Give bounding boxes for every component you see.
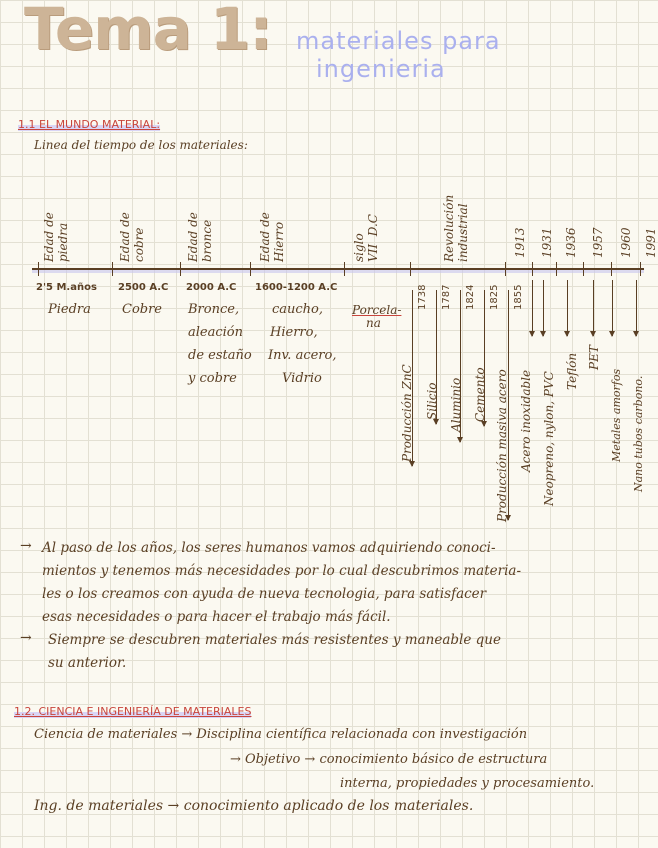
objetivo-line: → Objetivo → conocimiento básico de estructura (230, 752, 548, 767)
arrow-1957 (593, 280, 594, 336)
page-subtitle-line2: ingenieria (316, 55, 446, 83)
year-label: 1913 (513, 227, 527, 258)
era-material-piedra: Piedra (48, 302, 91, 317)
era-date-cobre: 2500 A.C (118, 282, 169, 293)
era-date-hierro: 1600-1200 A.C (255, 282, 338, 293)
rev-material: Cemento (473, 367, 487, 422)
page-subtitle: materiales para (296, 27, 501, 55)
era-label-revolucion: Revolución industrial (442, 194, 470, 262)
modern-material: Teflón (565, 352, 579, 390)
page-title: Tema 1: (24, 0, 272, 63)
era-material-cobre: Cobre (122, 302, 163, 317)
era-label-cobre: Edad de cobre (118, 212, 146, 262)
ingenieria-line: Ing. de materiales → conocimiento aplicado de los materiales. (34, 798, 474, 814)
era-material-hierro-3: Inv. acero, (268, 348, 337, 363)
rev-year: 1825 (489, 284, 500, 310)
era-material-bronce-3: de estaño (188, 348, 252, 363)
rev-year: 1787 (441, 284, 452, 310)
ciencia-line: Ciencia de materiales → Disciplina científica relacionada con investigación (34, 727, 528, 742)
year-label: 1931 (540, 227, 554, 258)
arrow-1913 (532, 280, 533, 336)
year-label: 1957 (591, 227, 605, 258)
year-label: 1991 (644, 227, 658, 258)
era-material-bronce-4: y cobre (188, 371, 237, 386)
era-date-bronce: 2000 A.C (186, 282, 237, 293)
era-label-bronce: Edad de bronce (186, 212, 214, 262)
rev-year: 1738 (417, 284, 428, 310)
era-material-hierro-4: Vidrio (282, 371, 322, 386)
objetivo-line-2: interna, propiedades y procesamiento. (340, 776, 595, 791)
bullet-arrow-icon: → (20, 630, 32, 646)
section-heading-1: 1.1 EL MUNDO MATERIAL: (18, 118, 161, 131)
rev-material: Producción masiva acero (495, 369, 509, 522)
modern-material: Acero inoxidable (519, 369, 533, 472)
era-label-siglo: siglo VII D.C (352, 214, 380, 262)
section-heading-2: 1.2. CIENCIA E INGENIERÍA DE MATERIALES (14, 705, 252, 718)
modern-material: Nano tubos carbono. (632, 375, 645, 492)
arrow-1991 (636, 280, 637, 336)
era-material-siglo-2: na (366, 316, 381, 330)
modern-material: PET (587, 345, 601, 370)
paragraph-1: Al paso de los años, los seres humanos vamos adquiriendo conoci- mientos y tenemos más necesidades por lo cual descubrimos materia- les o los creamos con ayuda de nueva tecnologia, para satisfacer esas necesidades o para hacer el trabajo más fácil. (42, 540, 522, 625)
timeline-axis-highlight (32, 270, 644, 273)
arrow-1936 (567, 280, 568, 336)
year-label: 1960 (619, 227, 633, 258)
era-material-hierro-2: Hierro, (270, 325, 318, 340)
modern-material: Metales amorfos (610, 368, 623, 462)
rev-material: Aluminio (449, 377, 463, 432)
era-material-bronce: Bronce, (188, 302, 240, 317)
rev-year: 1824 (465, 284, 476, 310)
rev-material: Producción ZnC (400, 364, 414, 462)
bullet-arrow-icon: → (20, 538, 32, 554)
era-material-hierro: caucho, (272, 302, 324, 317)
arrow-1960 (612, 280, 613, 336)
timeline-intro: Linea del tiempo de los materiales: (34, 138, 248, 152)
rev-year: 1855 (513, 284, 524, 310)
rev-material: Silicio (425, 382, 439, 420)
era-material-bronce-2: aleación (188, 325, 243, 340)
modern-material: Neopreno, nylon, PVC (542, 371, 556, 506)
era-material-siglo: Porcela- (352, 303, 402, 317)
paragraph-2: Siempre se descubren materiales más resistentes y maneable que su anterior. (48, 632, 501, 671)
era-label-piedra: Edad de piedra (42, 212, 70, 262)
era-label-hierro: Edad de Hierro (258, 212, 286, 262)
arrow-1931 (543, 280, 544, 336)
era-date-piedra: 2'5 M.años (36, 282, 97, 293)
year-label: 1936 (564, 227, 578, 258)
